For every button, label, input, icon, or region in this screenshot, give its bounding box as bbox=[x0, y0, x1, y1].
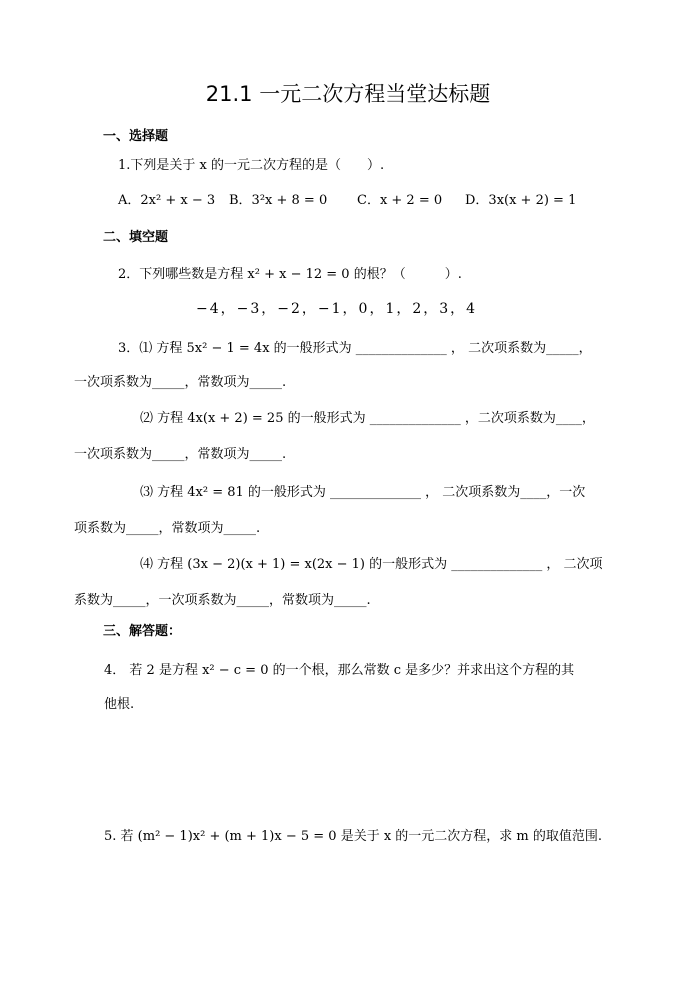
q2-number-list: −4，−3，−2，−1，0，1，2，3，4 bbox=[196, 301, 478, 317]
q4-line2: 他根. bbox=[104, 697, 135, 712]
section-heading-choice: 一、选择题 bbox=[103, 129, 169, 144]
q4-line1: 4． 若 2 是方程 x² − c = 0 的一个根，那么常数 c 是多少？并求出这个方程的其 bbox=[104, 663, 575, 678]
q5-line1: 5. 若 (m² − 1)x² + (m + 1)x − 5 = 0 是关于 x 的一元二次方程，求 m 的取值范围. bbox=[104, 829, 603, 844]
q1-option-a: A．2x² + x − 3 bbox=[118, 193, 216, 208]
q1-stem: 1.下列是关于 x 的一元二次方程的是（ ）. bbox=[118, 158, 385, 173]
q3-part1-line2: 一次项系数为_____，常数项为_____. bbox=[74, 375, 287, 390]
q1-option-b: B．3²x + 8 = 0 bbox=[229, 193, 328, 208]
q2-stem: 2．下列哪些数是方程 x² + x − 12 = 0 的根？（ ）. bbox=[118, 267, 462, 282]
q1-option-d: D．3x(x + 2) = 1 bbox=[465, 193, 577, 208]
page-title: 21.1 一元二次方程当堂达标题 bbox=[205, 82, 491, 106]
q3-part4-line1: ⑷ 方程 (3x − 2)(x + 1) = x(2x − 1) 的一般形式为 ______________ ， 二次项 bbox=[140, 557, 603, 572]
q3-part1-line1: 3．⑴ 方程 5x² − 1 = 4x 的一般形式为 ______________ ， 二次项系数为_____， bbox=[118, 341, 592, 356]
q3-part2-line2: 一次项系数为_____，常数项为_____. bbox=[74, 447, 287, 462]
q3-part4-line2: 系数为_____，一次项系数为_____，常数项为_____. bbox=[74, 593, 371, 608]
q1-option-c: C．x + 2 = 0 bbox=[357, 193, 443, 208]
q3-part2-line1: ⑵ 方程 4x(x + 2) = 25 的一般形式为 ______________ ，二次项系数为____， bbox=[140, 411, 595, 426]
q3-part3-line2: 项系数为_____，常数项为_____. bbox=[74, 521, 261, 536]
section-heading-answer: 三、解答题： bbox=[103, 624, 182, 639]
q3-part3-line1: ⑶ 方程 4x² = 81 的一般形式为 ______________ ， 二次项系数为____，一次 bbox=[140, 485, 586, 500]
section-heading-fill: 二、填空题 bbox=[103, 230, 169, 245]
